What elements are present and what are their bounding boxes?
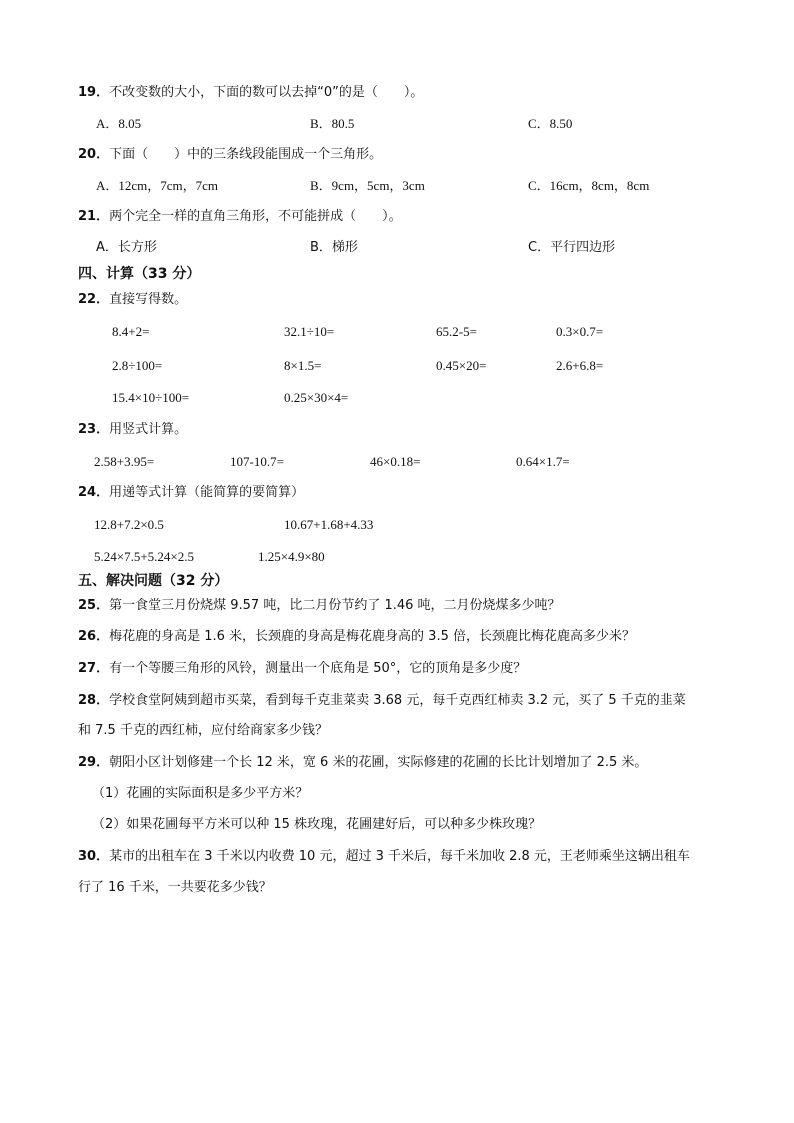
calc-item: 0.25×30×4= bbox=[284, 390, 349, 405]
question-28-continued: 和 7.5 千克的西红柿，应付给商家多少钱？ bbox=[78, 723, 328, 738]
calc-item: 10.67+1.68+4.33 bbox=[284, 517, 374, 532]
question-number: 29 bbox=[78, 755, 97, 770]
question-number: 30 bbox=[78, 849, 97, 864]
calc-item: 32.1÷10= bbox=[284, 324, 335, 339]
question-text: 用递等式计算（能简算的要简算） bbox=[109, 485, 305, 500]
calc-item: 15.4×10÷100= bbox=[112, 390, 190, 405]
question-text: 某市的出租车在 3 千米以内收费 10 元，超过 3 千米后，每千米加收 2.8 元，王老师乘坐这辆出租车 bbox=[109, 849, 690, 864]
calc-item: 8.4+2= bbox=[112, 324, 150, 339]
question-29: 29．朝阳小区计划修建一个长 12 米，宽 6 米的花圃，实际修建的花圃的长比计划增加了 2.5 米。 bbox=[78, 755, 648, 770]
question-text: 下面（ ）中的三条线段能围成一个三角形。 bbox=[109, 147, 383, 162]
question-number: 28 bbox=[78, 693, 97, 708]
question-22: 22．直接写得数。 bbox=[78, 292, 188, 307]
calc-item: 46×0.18= bbox=[370, 454, 421, 469]
section-heading-4: 四、计算（33 分） bbox=[78, 266, 201, 282]
question-number: 19 bbox=[78, 85, 97, 100]
question-21: 21．两个完全一样的直角三角形，不可能拼成（ ）。 bbox=[78, 209, 402, 224]
question-23: 23．用竖式计算。 bbox=[78, 422, 188, 437]
question-24: 24．用递等式计算（能简算的要简算） bbox=[78, 485, 305, 500]
question-number: 23 bbox=[78, 422, 97, 437]
calc-item: 0.45×20= bbox=[436, 358, 487, 373]
calc-item: 5.24×7.5+5.24×2.5 bbox=[94, 549, 194, 564]
option-c: C．8.50 bbox=[528, 116, 573, 131]
calc-item: 2.6+6.8= bbox=[556, 358, 604, 373]
question-number: 25 bbox=[78, 598, 97, 613]
question-19: 19．不改变数的大小，下面的数可以去掉“0”的是（ ）。 bbox=[78, 85, 424, 100]
question-number: 27 bbox=[78, 661, 97, 676]
question-text: 不改变数的大小，下面的数可以去掉“0”的是（ ）。 bbox=[109, 85, 424, 100]
calc-item: 12.8+7.2×0.5 bbox=[94, 517, 164, 532]
section-heading-5: 五、解决问题（32 分） bbox=[78, 573, 229, 589]
calc-item: 8×1.5= bbox=[284, 358, 322, 373]
calc-item: 1.25×4.9×80 bbox=[258, 549, 325, 564]
option-b: B．80.5 bbox=[310, 116, 355, 131]
option-b: B．9cm，5cm，3cm bbox=[310, 178, 425, 193]
question-text: 朝阳小区计划修建一个长 12 米，宽 6 米的花圃，实际修建的花圃的长比计划增加了 2.5 米。 bbox=[109, 755, 648, 770]
question-20: 20．下面（ ）中的三条线段能围成一个三角形。 bbox=[78, 147, 383, 162]
question-26: 26．梅花鹿的身高是 1.6 米，长颈鹿的身高是梅花鹿身高的 3.5 倍，长颈鹿比梅花鹿高多少米？ bbox=[78, 629, 635, 644]
question-text: 学校食堂阿姨到超市买菜，看到每千克韭菜卖 3.68 元，每千克西红柿卖 3.2 元，买了 5 千克的韭菜 bbox=[109, 693, 686, 708]
question-number: 24 bbox=[78, 485, 97, 500]
question-text: 用竖式计算。 bbox=[109, 422, 188, 437]
question-number: 20 bbox=[78, 147, 97, 162]
option-b: B．梯形 bbox=[310, 240, 358, 255]
calc-item: 0.64×1.7= bbox=[516, 454, 570, 469]
question-27: 27．有一个等腰三角形的风铃，测量出一个底角是 50°，它的顶角是多少度？ bbox=[78, 661, 527, 676]
calc-item: 2.58+3.95= bbox=[94, 454, 155, 469]
option-c: C．平行四边形 bbox=[528, 240, 616, 255]
option-c: C．16cm，8cm，8cm bbox=[528, 178, 650, 193]
question-text: 第一食堂三月份烧煤 9.57 吨，比二月份节约了 1.46 吨，二月份烧煤多少吨？ bbox=[109, 598, 561, 613]
question-text: 直接写得数。 bbox=[109, 292, 188, 307]
question-text: 两个完全一样的直角三角形，不可能拼成（ ）。 bbox=[109, 209, 402, 224]
option-a: A．8.05 bbox=[96, 116, 142, 131]
sub-question-1: （1）花圃的实际面积是多少平方米？ bbox=[92, 786, 309, 801]
question-text: 有一个等腰三角形的风铃，测量出一个底角是 50°，它的顶角是多少度？ bbox=[109, 661, 527, 676]
question-30: 30．某市的出租车在 3 千米以内收费 10 元，超过 3 千米后，每千米加收 2.8 元，王老师乘坐这辆出租车 bbox=[78, 849, 690, 864]
sub-question-2: （2）如果花圃每平方米可以种 15 株玫瑰，花圃建好后，可以种多少株玫瑰？ bbox=[92, 817, 542, 832]
option-a: A．长方形 bbox=[96, 240, 157, 255]
question-25: 25．第一食堂三月份烧煤 9.57 吨，比二月份节约了 1.46 吨，二月份烧煤多少吨？ bbox=[78, 598, 561, 613]
question-number: 21 bbox=[78, 209, 97, 224]
question-28: 28．学校食堂阿姨到超市买菜，看到每千克韭菜卖 3.68 元，每千克西红柿卖 3.2 元，买了 5 千克的韭菜 bbox=[78, 693, 686, 708]
calc-item: 2.8÷100= bbox=[112, 358, 163, 373]
calc-item: 107-10.7= bbox=[230, 454, 284, 469]
question-number: 22 bbox=[78, 292, 97, 307]
question-number: 26 bbox=[78, 629, 97, 644]
question-text: 梅花鹿的身高是 1.6 米，长颈鹿的身高是梅花鹿身高的 3.5 倍，长颈鹿比梅花鹿高多少米？ bbox=[109, 629, 635, 644]
option-a: A．12cm，7cm，7cm bbox=[96, 178, 219, 193]
question-30-continued: 行了 16 千米，一共要花多少钱？ bbox=[78, 880, 272, 895]
calc-item: 0.3×0.7= bbox=[556, 324, 604, 339]
calc-item: 65.2-5= bbox=[436, 324, 477, 339]
